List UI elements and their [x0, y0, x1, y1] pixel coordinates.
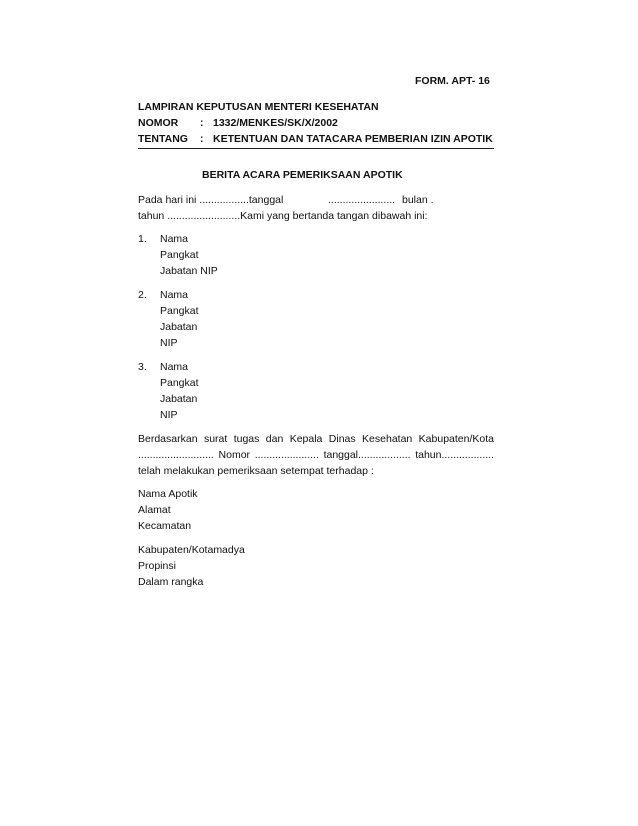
- basis-line-1: Berdasarkan surat tugas dan Kepala Dinas Kesehatan Kabupaten/Kota: [138, 433, 494, 445]
- officer-2-field-rank: Pangkat: [160, 305, 199, 317]
- field-district: Kecamatan: [138, 520, 192, 532]
- header-tentang-sep: :: [200, 133, 204, 145]
- officer-1-field-rank: Pangkat: [160, 249, 199, 261]
- officer-3-field-name: Nama: [160, 361, 189, 373]
- intro-line-1a: Pada hari ini .................tanggal: [138, 194, 284, 206]
- basis-line-3: telah melakukan pemeriksaan setempat terhadap :: [138, 465, 374, 477]
- officer-1-field-name: Nama: [160, 233, 189, 245]
- officer-2-field-position: Jabatan: [160, 321, 198, 333]
- header-nomor-label: NOMOR: [138, 117, 179, 129]
- header-nomor-sep: :: [200, 117, 204, 129]
- form-code: FORM. APT- 16: [415, 75, 490, 87]
- header-divider: [138, 148, 494, 149]
- officer-3-field-rank: Pangkat: [160, 377, 199, 389]
- intro-line-1c: bulan .: [402, 194, 434, 206]
- intro-line-2: tahun .........................Kami yang bertanda tangan dibawah ini:: [138, 210, 428, 222]
- field-address: Alamat: [138, 504, 171, 516]
- field-purpose: Dalam rangka: [138, 576, 204, 588]
- header-nomor-value: 1332/MENKES/SK/X/2002: [213, 117, 338, 129]
- officer-3-number: 3.: [138, 361, 147, 373]
- header-title: LAMPIRAN KEPUTUSAN MENTERI KESEHATAN: [138, 101, 379, 113]
- officer-1-number: 1.: [138, 233, 147, 245]
- officer-3-field-position: Jabatan: [160, 393, 198, 405]
- document-title: BERITA ACARA PEMERIKSAAN APOTIK: [202, 169, 403, 181]
- field-regency: Kabupaten/Kotamadya: [138, 544, 245, 556]
- officer-3-field-nip: NIP: [160, 409, 178, 421]
- header-tentang-label: TENTANG: [138, 133, 188, 145]
- officer-2-field-nip: NIP: [160, 337, 178, 349]
- basis-line-2: .......................... Nomor ...................... tanggal.................. tahun..................: [138, 449, 494, 461]
- header-tentang-value: KETENTUAN DAN TATACARA PEMBERIAN IZIN APOTIK: [213, 133, 493, 145]
- officer-2-number: 2.: [138, 289, 147, 301]
- officer-1-field-position-nip: Jabatan NIP: [160, 265, 218, 277]
- intro-line-1b: .......................: [328, 194, 396, 206]
- officer-2-field-name: Nama: [160, 289, 189, 301]
- field-province: Propinsi: [138, 560, 176, 572]
- field-pharmacy-name: Nama Apotik: [138, 488, 198, 500]
